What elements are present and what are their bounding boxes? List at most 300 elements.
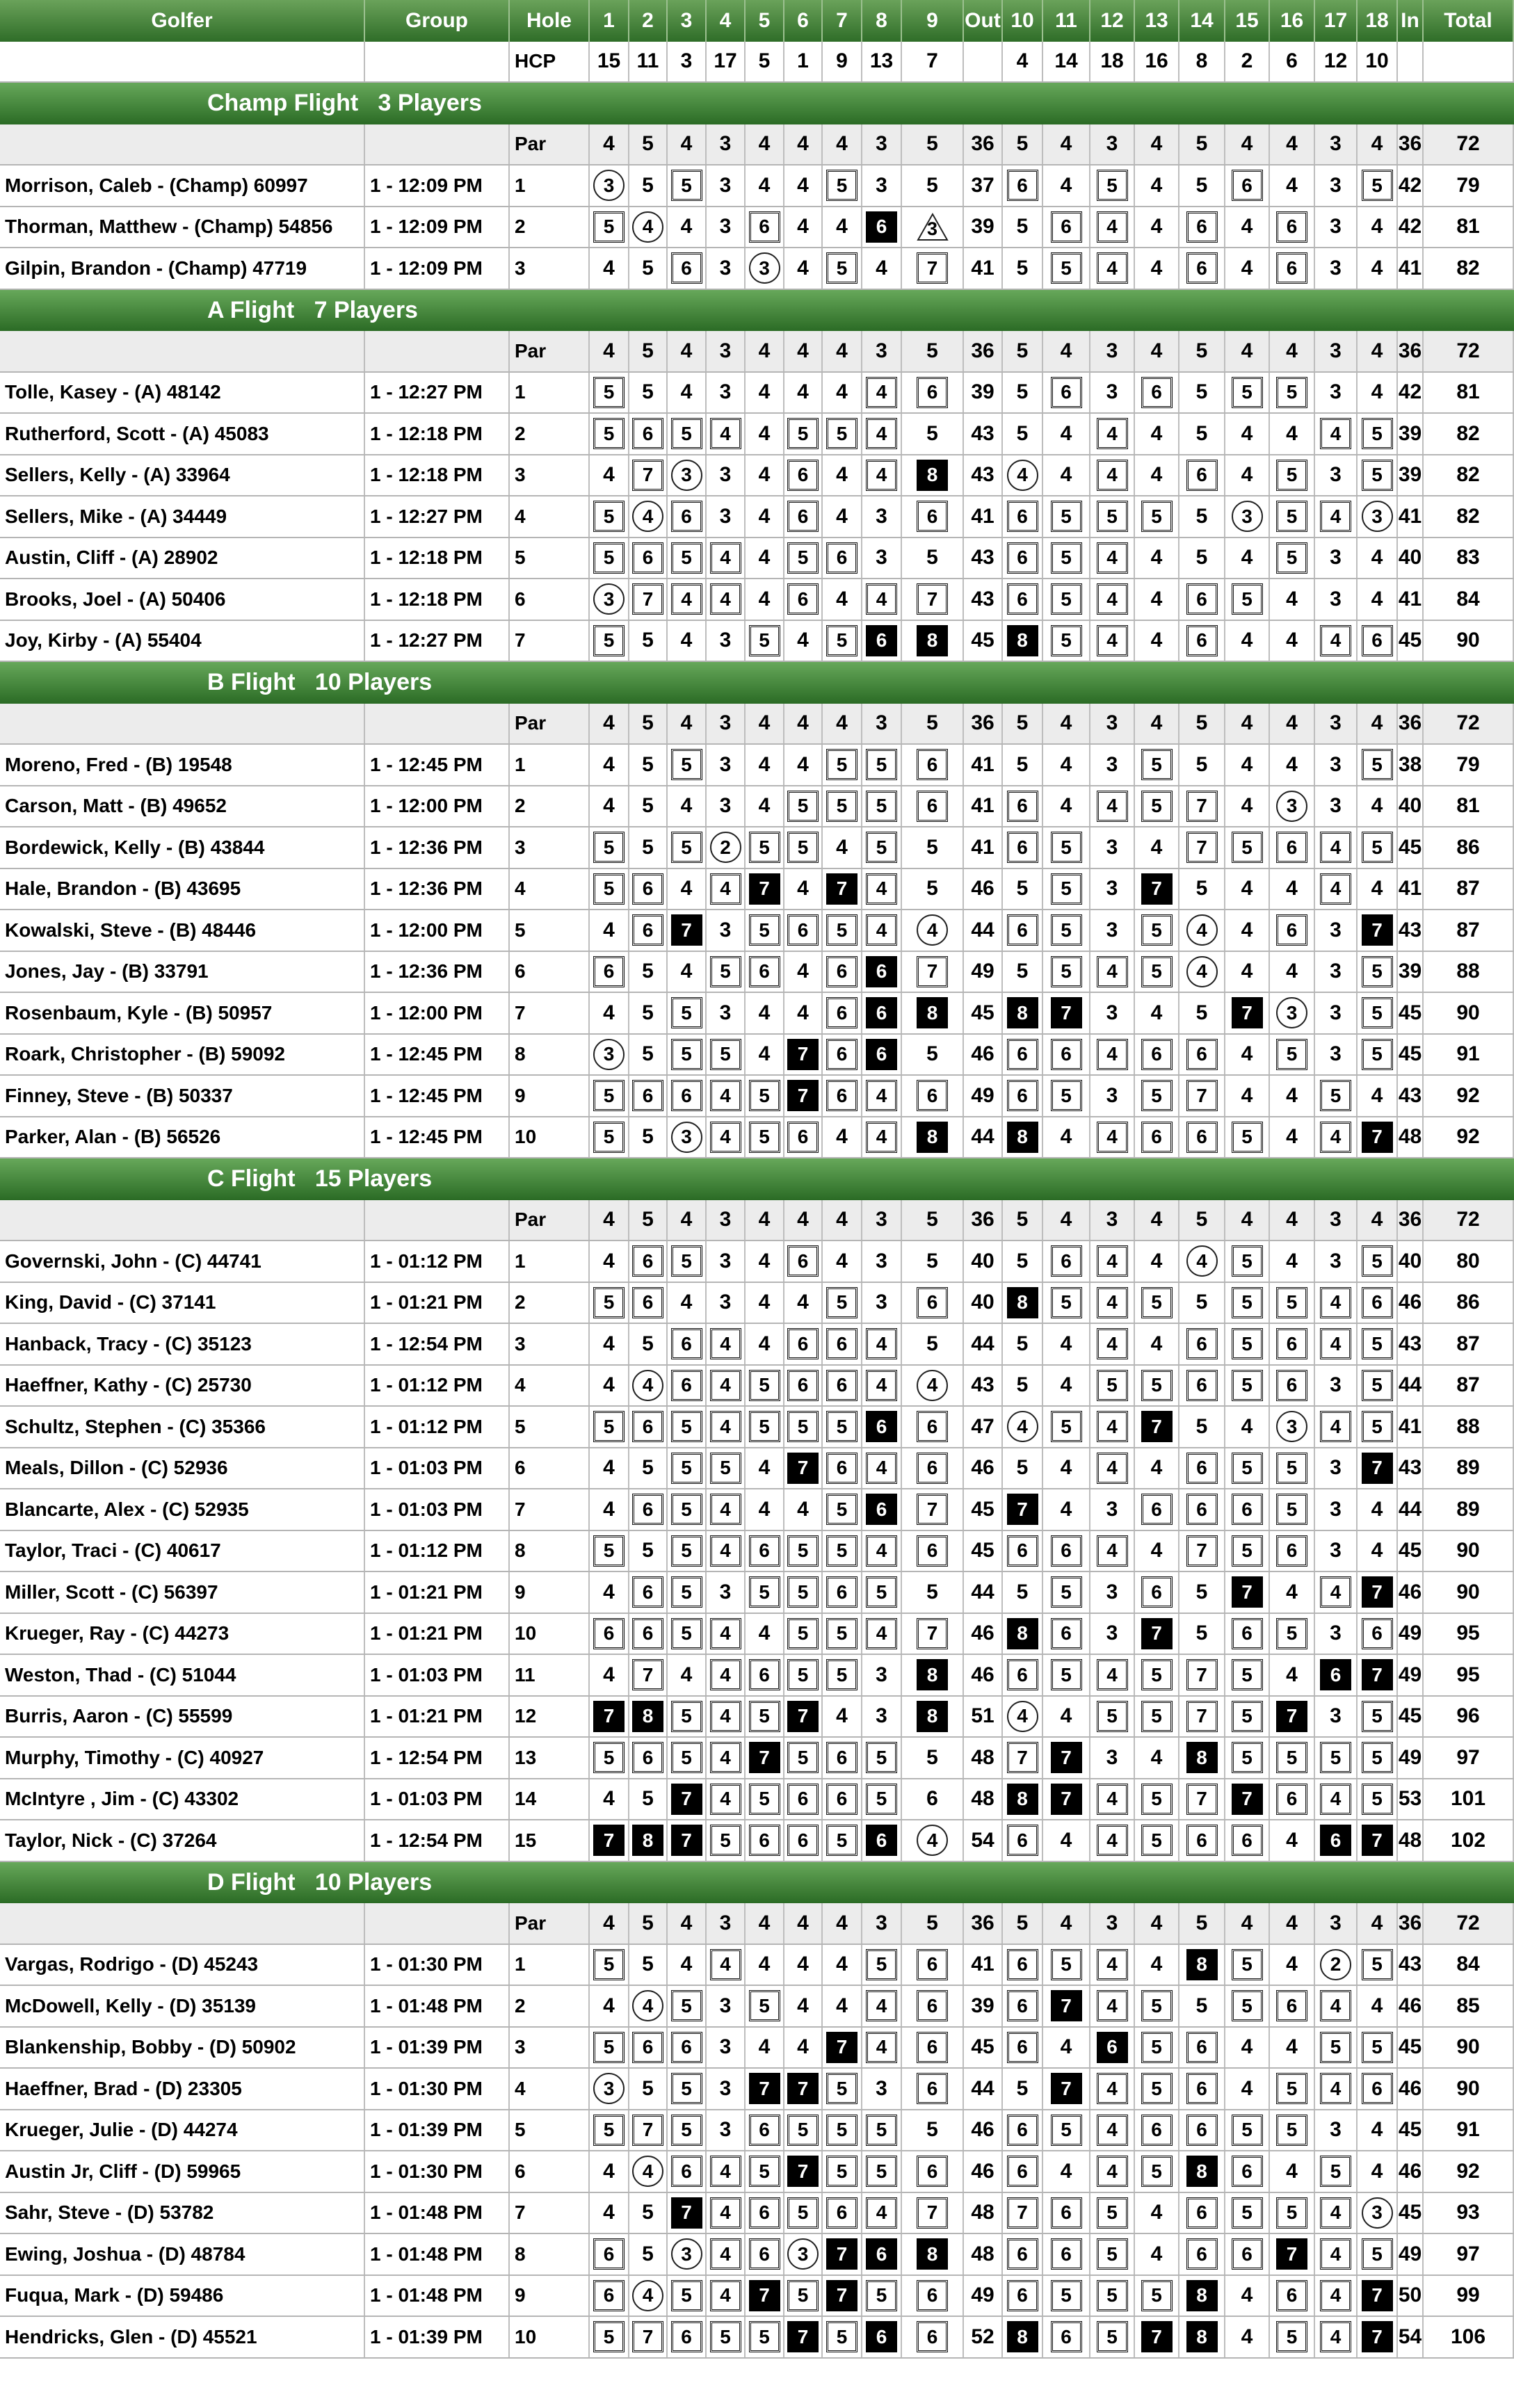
in-score	[1398, 1407, 1424, 1447]
total-score	[1424, 1614, 1514, 1654]
score-cell	[1003, 1117, 1043, 1158]
score-text: 5	[876, 2284, 887, 2306]
score-cell	[1315, 414, 1358, 454]
par-value-text: 4	[836, 132, 848, 156]
bogey-marker	[1320, 2197, 1351, 2229]
player-row	[0, 2151, 1514, 2193]
score-cell	[1315, 1283, 1358, 1323]
score-text: 6	[836, 1746, 848, 1768]
score-cell	[1090, 1241, 1135, 1282]
score-text: 5	[1286, 2077, 1298, 2099]
score-text: 5	[836, 1663, 848, 1686]
score-cell	[1225, 2028, 1270, 2068]
score-value	[603, 1373, 615, 1397]
score-cell	[1270, 1489, 1315, 1530]
player-index-text: 5	[515, 1415, 526, 1437]
score-text: 4	[836, 1125, 848, 1149]
par-value-text: 4	[836, 1911, 848, 1934]
score-cell	[1003, 1986, 1043, 2026]
score-cell	[902, 745, 964, 785]
score-text: 4	[680, 794, 693, 818]
score-text: 4	[1286, 587, 1298, 611]
score-text: 4	[836, 1704, 848, 1728]
score-text: 7	[642, 2325, 654, 2348]
golfer-name	[0, 2317, 365, 2357]
score-text: 4	[1330, 878, 1342, 900]
score-value	[926, 422, 938, 446]
hcp-value-text: 5	[758, 49, 771, 73]
tee-group-text: 1 - 12:54 PM	[370, 1332, 483, 1355]
score-text: 6	[642, 422, 654, 444]
total-score-text: 80	[1456, 1249, 1480, 1272]
score-text: 5	[1195, 504, 1208, 528]
hcp-value	[1398, 42, 1424, 82]
player-index-text: 6	[515, 2160, 526, 2182]
bogey-marker	[1097, 1122, 1128, 1153]
score-value	[642, 1787, 654, 1811]
score-value	[681, 960, 693, 983]
bogey-marker	[593, 956, 625, 987]
score-text: 4	[876, 1126, 887, 1148]
score-cell	[1043, 579, 1090, 620]
out-score	[964, 1489, 1003, 1530]
in-score-text: 46	[1398, 1291, 1422, 1314]
score-cell	[1135, 1489, 1179, 1530]
birdie-marker	[1362, 2197, 1393, 2229]
score-text: 6	[1017, 2284, 1028, 2306]
score-cell	[1270, 496, 1315, 537]
player-index-text: 8	[515, 1540, 526, 1562]
score-text: 5	[759, 836, 770, 858]
total-score-text: 87	[1456, 918, 1480, 942]
bogey-marker	[1320, 1287, 1351, 1318]
hole-number-header	[1043, 0, 1090, 42]
player-index	[510, 1531, 590, 1571]
hcp-value-text: 4	[1016, 49, 1029, 73]
score-cell	[707, 496, 746, 537]
bogey-marker	[787, 791, 819, 822]
score-text: 4	[797, 752, 809, 776]
score-cell	[1179, 993, 1225, 1033]
score-cell	[1225, 1117, 1270, 1158]
score-cell	[1315, 1531, 1358, 1571]
score-text: 6	[759, 216, 770, 238]
total-score	[1424, 621, 1514, 661]
score-text: 5	[1371, 1250, 1383, 1272]
out-score	[964, 786, 1003, 827]
score-text: 5	[603, 1953, 615, 1975]
golfer-name	[0, 1531, 365, 1571]
bogey-marker	[1320, 1411, 1351, 1442]
bogey-marker	[1320, 2321, 1351, 2352]
score-text: 5	[1106, 2243, 1118, 2265]
score-cell	[1135, 1986, 1179, 2026]
in-score-text: 49	[1398, 1663, 1422, 1686]
score-cell	[1135, 579, 1179, 620]
score-cell	[668, 248, 707, 289]
total-score	[1424, 1945, 1514, 1985]
bogey-marker	[710, 1080, 741, 1111]
player-index-text: 10	[515, 1622, 537, 1645]
score-text: 5	[1286, 1291, 1298, 1314]
par-value-text: 72	[1456, 339, 1480, 362]
par-value	[590, 1903, 629, 1944]
player-row	[0, 2276, 1514, 2318]
score-cell	[1135, 496, 1179, 537]
score-text: 5	[1195, 421, 1208, 445]
score-value	[1106, 1498, 1118, 1521]
par-value	[1135, 1903, 1179, 1944]
double-bogey-marker	[787, 1453, 819, 1484]
score-text: 5	[836, 1498, 848, 1520]
score-text: 5	[681, 1415, 692, 1437]
player-row	[0, 1283, 1514, 1325]
flight-name: A Flight	[207, 296, 295, 323]
in-score	[1398, 2151, 1424, 2192]
bogey-marker	[749, 1370, 780, 1401]
score-cell	[902, 2276, 964, 2316]
par-value	[629, 1200, 668, 1241]
score-cell	[862, 910, 902, 951]
score-cell	[784, 373, 823, 413]
bogey-marker	[1186, 791, 1218, 822]
score-cell	[668, 2110, 707, 2151]
score-text: 6	[836, 2201, 848, 2224]
score-text: 5	[1241, 836, 1253, 858]
score-text: 5	[1016, 1249, 1029, 1272]
score-text: 4	[1371, 1083, 1383, 1107]
birdie-marker	[787, 2238, 819, 2270]
score-cell	[1135, 1407, 1179, 1447]
score-cell	[862, 952, 902, 992]
par-value-text: 4	[1150, 711, 1163, 735]
par-value	[1135, 331, 1179, 371]
golfer-header-text: Golfer	[151, 8, 213, 32]
score-text: 7	[642, 1663, 654, 1686]
score-text: 4	[797, 1001, 809, 1024]
in-score-text: 42	[1398, 173, 1422, 197]
bogey-marker	[1097, 2073, 1128, 2104]
player-index	[510, 373, 590, 413]
score-cell	[1270, 2069, 1315, 2109]
bogey-marker	[593, 873, 625, 905]
score-text: 4	[758, 421, 771, 445]
score-text: 5	[681, 1994, 692, 2017]
in-score-text: 48	[1398, 1828, 1422, 1852]
score-text: 6	[1241, 2160, 1253, 2182]
player-row	[0, 1779, 1514, 1821]
score-cell	[590, 373, 629, 413]
par-value-text: 4	[680, 1911, 693, 1934]
score-cell	[668, 827, 707, 868]
score-cell	[1135, 786, 1179, 827]
score-cell	[629, 496, 668, 537]
score-cell	[1179, 1448, 1225, 1489]
score-cell	[784, 869, 823, 910]
score-text: 5	[1151, 1994, 1162, 2017]
double-bogey-marker	[787, 1080, 819, 1111]
score-text: 4	[876, 2201, 887, 2224]
score-value	[681, 1291, 693, 1314]
score-text: 3	[719, 2118, 732, 2142]
par-value	[1270, 1903, 1315, 1944]
score-text: 3	[1241, 505, 1253, 527]
par-value	[746, 1200, 784, 1241]
score-text: 5	[1106, 1705, 1118, 1727]
score-cell	[1225, 1986, 1270, 2026]
score-text: 6	[1017, 1540, 1028, 1562]
score-value	[1330, 1456, 1342, 1480]
score-text: 4	[720, 588, 731, 610]
total-score-text: 91	[1456, 2118, 1480, 2142]
score-text: 3	[1106, 380, 1118, 404]
in-score	[1398, 1945, 1424, 1985]
total-score-text: 96	[1456, 1704, 1480, 1728]
score-cell	[746, 1283, 784, 1323]
total-score-text: 93	[1456, 2201, 1480, 2224]
bogey-marker	[1051, 832, 1082, 863]
score-text: 6	[1371, 1291, 1383, 1314]
par-row	[0, 704, 1514, 745]
player-index	[510, 579, 590, 620]
score-cell	[1003, 248, 1043, 289]
double-bogey-marker	[917, 1659, 948, 1690]
player-index-text: 10	[515, 2325, 537, 2348]
score-cell	[1003, 1076, 1043, 1116]
score-cell	[784, 1117, 823, 1158]
score-cell	[823, 952, 862, 992]
score-cell	[746, 538, 784, 579]
player-index	[510, 1076, 590, 1116]
score-cell	[784, 1283, 823, 1323]
bogey-marker	[1097, 1245, 1128, 1277]
score-cell	[784, 1779, 823, 1820]
bogey-marker	[1320, 2238, 1351, 2270]
player-index-text: 5	[515, 919, 526, 941]
score-text: 6	[1196, 464, 1207, 486]
score-cell	[629, 1820, 668, 1861]
score-cell	[590, 1820, 629, 1861]
bogey-marker	[866, 1576, 897, 1608]
bogey-marker	[1186, 1825, 1218, 1856]
golfer-name	[0, 2151, 365, 2192]
in-score-text: 50	[1398, 2284, 1422, 2307]
par-value-text: 72	[1456, 711, 1480, 735]
score-cell	[1003, 165, 1043, 206]
out-score	[964, 579, 1003, 620]
par-value-text: 5	[642, 711, 654, 735]
score-value	[642, 380, 654, 404]
player-index-text: 4	[515, 1374, 526, 1396]
bogey-marker	[1141, 2073, 1173, 2104]
bogey-marker	[632, 2115, 663, 2146]
score-text: 6	[681, 2325, 692, 2348]
score-text: 4	[1330, 1126, 1342, 1148]
score-cell	[707, 1489, 746, 1530]
tee-group	[365, 2069, 510, 2109]
score-text: 3	[1330, 1539, 1342, 1562]
tee-group-text: 1 - 12:54 PM	[370, 1746, 483, 1768]
score-text: 4	[1106, 257, 1118, 279]
golfer-name-text: Meals, Dillon - (C) 52936	[5, 1457, 228, 1479]
in-score	[1398, 414, 1424, 454]
score-text: 3	[719, 380, 732, 404]
score-text: 3	[719, 1249, 732, 1272]
golfer-name	[0, 786, 365, 827]
out-score-text: 44	[971, 2076, 994, 2100]
score-text: 4	[1060, 2159, 1072, 2183]
score-cell	[590, 2069, 629, 2109]
score-cell	[629, 1572, 668, 1613]
score-text: 7	[1017, 2201, 1028, 2224]
score-text: 5	[1061, 1581, 1072, 1603]
par-value	[964, 1200, 1003, 1241]
score-cell	[784, 745, 823, 785]
out-score-text: 41	[971, 752, 994, 776]
score-cell	[1043, 1076, 1090, 1116]
score-cell	[1179, 1407, 1225, 1447]
score-cell	[590, 207, 629, 248]
score-text: 5	[1195, 877, 1208, 900]
hole-number-header	[668, 0, 707, 42]
score-cell	[862, 248, 902, 289]
score-cell	[823, 1366, 862, 1406]
hole-number-header-text: 14	[1190, 8, 1214, 32]
double-bogey-marker	[671, 914, 702, 946]
score-text: 4	[1330, 2325, 1342, 2348]
score-text: 4	[720, 1126, 731, 1148]
hole-number-header	[1424, 0, 1514, 42]
score-cell	[862, 1572, 902, 1613]
player-row	[0, 2110, 1514, 2152]
score-cell	[1179, 165, 1225, 206]
score-text: 4	[758, 794, 771, 818]
bogey-marker	[1232, 1825, 1263, 1856]
par-value-text: 3	[876, 711, 887, 735]
score-cell	[707, 414, 746, 454]
score-text: 8	[1196, 1953, 1207, 1975]
double-bogey-marker	[866, 2321, 897, 2352]
score-text: 5	[1241, 1374, 1253, 1396]
score-cell	[1003, 579, 1043, 620]
score-text: 5	[1195, 1580, 1208, 1603]
score-value	[926, 1042, 938, 1066]
score-text: 5	[926, 835, 938, 859]
bogey-marker	[671, 170, 702, 201]
eagle-marker	[917, 212, 949, 241]
out-score-text: 39	[971, 1994, 994, 2017]
bogey-marker	[787, 1122, 819, 1153]
score-text: 5	[876, 795, 887, 817]
score-cell	[1225, 1531, 1270, 1571]
bogey-marker	[866, 1080, 897, 1111]
score-cell	[1315, 993, 1358, 1033]
bogey-marker	[1051, 1618, 1082, 1649]
score-cell	[1358, 1241, 1398, 1282]
score-cell	[1358, 2317, 1398, 2357]
score-cell	[1225, 1697, 1270, 1737]
score-cell	[629, 2193, 668, 2233]
score-cell	[590, 1572, 629, 1613]
bogey-marker	[749, 2115, 780, 2146]
bogey-marker	[1362, 1245, 1393, 1277]
birdie-marker	[593, 2073, 625, 2104]
score-cell	[902, 952, 964, 992]
par-value	[1225, 1903, 1270, 1944]
score-text: 5	[759, 1415, 770, 1437]
score-text: 5	[836, 257, 848, 279]
score-text: 4	[1106, 1332, 1118, 1355]
score-text: 6	[681, 1332, 692, 1355]
score-cell	[1358, 1572, 1398, 1613]
in-score	[1398, 1986, 1424, 2026]
bogey-marker	[1186, 1453, 1218, 1484]
out-score-text: 41	[971, 835, 994, 859]
par-value	[823, 124, 862, 165]
score-cell	[629, 248, 668, 289]
score-text: 5	[1151, 2077, 1162, 2099]
score-value	[1151, 2243, 1163, 2266]
score-cell	[1225, 2069, 1270, 2109]
double-bogey-marker	[1007, 1287, 1038, 1318]
score-text: 6	[1371, 1622, 1383, 1645]
score-text: 3	[719, 918, 732, 942]
score-text: 3	[1330, 546, 1342, 569]
out-score-text: 44	[971, 918, 994, 942]
score-text: 4	[1286, 1663, 1298, 1686]
bogey-marker	[1186, 1039, 1218, 1070]
in-score-text: 54	[1398, 2325, 1422, 2348]
score-text: 6	[1017, 1994, 1028, 2017]
out-score	[964, 1076, 1003, 1116]
score-cell	[784, 952, 823, 992]
score-cell	[590, 910, 629, 951]
score-text: 4	[758, 1332, 771, 1355]
score-text: 3	[1330, 587, 1342, 611]
double-bogey-marker	[1276, 1701, 1307, 1732]
score-cell	[1090, 1779, 1135, 1820]
score-value	[681, 1663, 693, 1687]
score-cell	[746, 2276, 784, 2316]
score-value	[1330, 1373, 1342, 1397]
score-value	[1330, 794, 1342, 818]
score-cell	[1003, 2317, 1043, 2357]
bogey-marker	[1097, 1039, 1128, 1070]
bogey-marker	[1320, 418, 1351, 449]
score-cell	[668, 1697, 707, 1737]
score-text: 3	[1330, 1373, 1342, 1397]
score-cell	[707, 1614, 746, 1654]
score-text: 5	[1286, 2201, 1298, 2224]
total-score-text: 81	[1456, 380, 1480, 404]
score-cell	[823, 1324, 862, 1364]
score-cell	[629, 414, 668, 454]
score-cell	[1225, 2110, 1270, 2151]
score-value	[1196, 1994, 1208, 2018]
score-cell	[1043, 1448, 1090, 1489]
score-cell	[902, 1945, 964, 1985]
score-text: 6	[926, 1084, 938, 1106]
score-value	[1241, 257, 1253, 280]
score-value	[876, 546, 887, 569]
score-value	[681, 794, 693, 818]
score-cell	[1179, 455, 1225, 496]
player-row	[0, 1945, 1514, 1987]
par-value-text: 3	[876, 1208, 887, 1231]
par-value	[1090, 704, 1135, 744]
score-cell	[1270, 1407, 1315, 1447]
score-cell	[1090, 496, 1135, 537]
